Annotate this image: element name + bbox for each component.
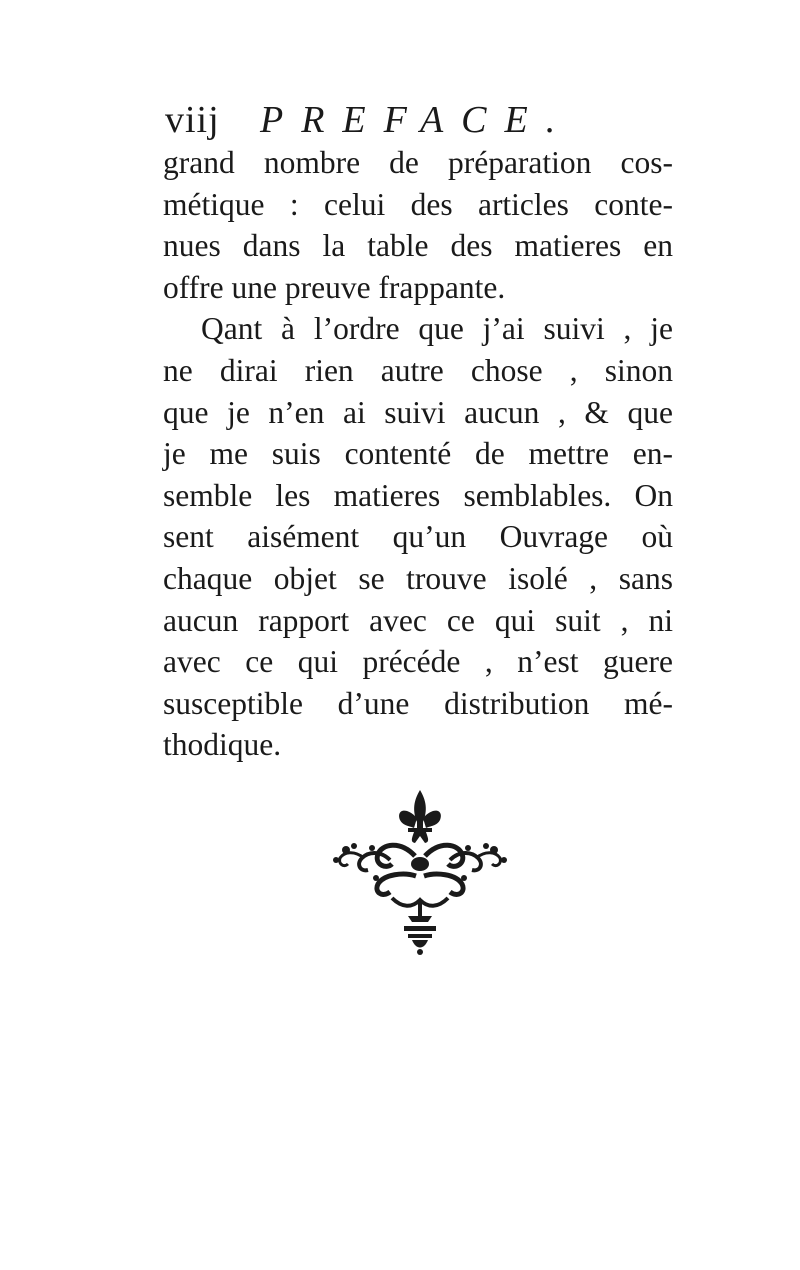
text-line: thodique. [163,727,282,763]
text-line: semble les matieres semblables. On [163,477,673,513]
text-line: je me suis contenté de mettre en- [163,436,673,472]
text-line: nues dans la table des matieres en [163,228,673,264]
text-line: Qant à l’ordre que j’ai suivi , je [201,311,673,347]
text-line: chaque objet se trouve isolé , sans [163,560,673,596]
text-line: que je n’en ai suivi aucun , & que [163,394,673,430]
text-line: susceptible d’une distribution mé- [163,685,673,721]
running-title: PREFACE. [260,99,574,141]
text-line: avec ce qui précéde , n’est guere [163,644,673,680]
fleur-de-lis-tailpiece-icon [320,780,520,960]
text-line: métique : celui des articles conte- [163,186,673,222]
text-line: ne dirai rien autre chose , sinon [163,352,673,388]
body-text [163,142,673,766]
text-line: sent aisément qu’un Ouvrage où [163,519,673,555]
text-line: offre une preuve frappante. [163,269,506,305]
text-line: aucun rapport avec ce qui suit , ni [163,602,673,638]
text-line: grand nombre de préparation cos- [163,145,673,180]
page-number: viij [165,99,220,141]
running-head [165,96,585,144]
